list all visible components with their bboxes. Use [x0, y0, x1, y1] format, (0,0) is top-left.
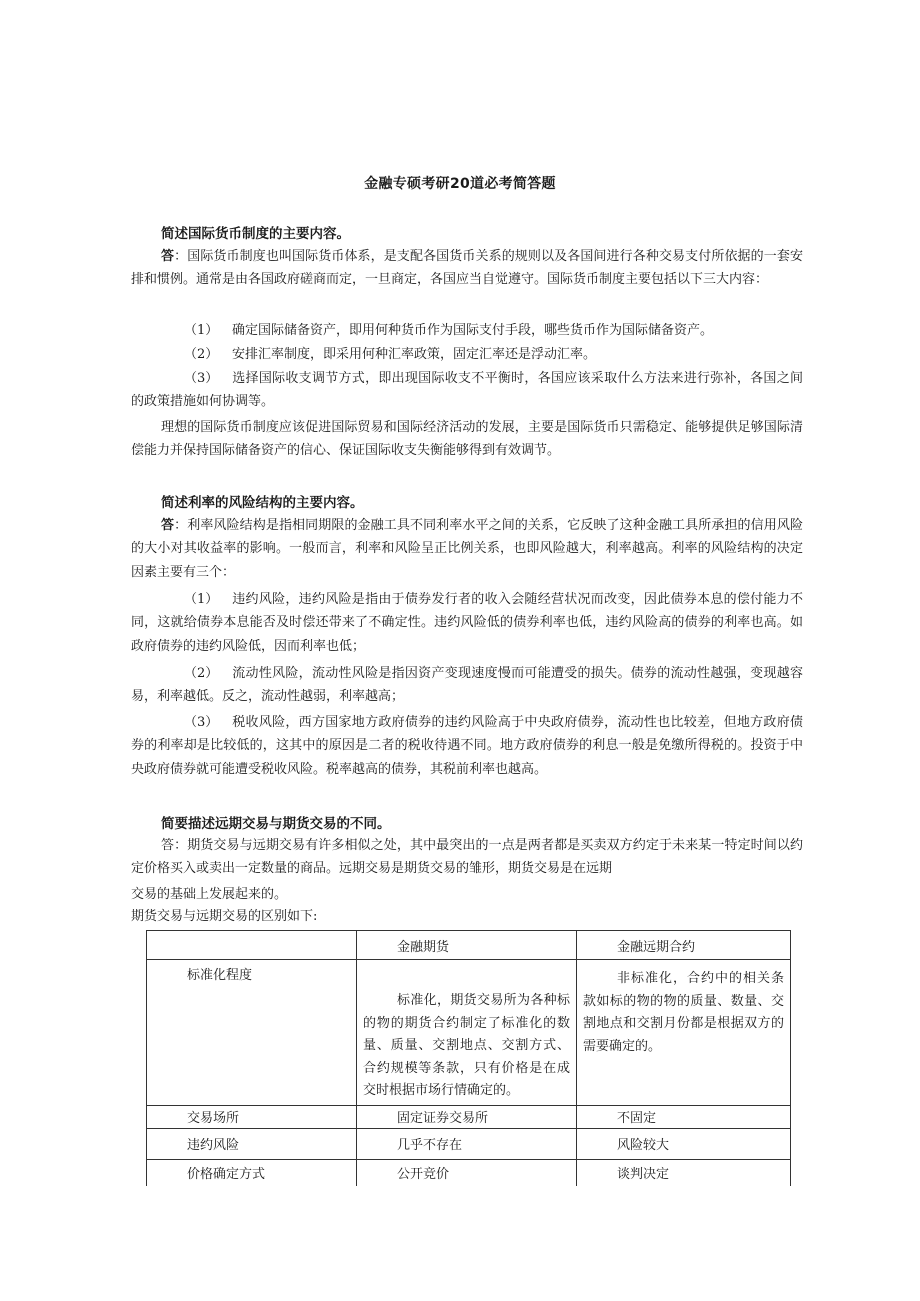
table-cell-text: 非标准化，合约中的相关条款如标的物的物的质量、数量、交割地点和交割月份都是根据双方的需要确定的。 [583, 971, 784, 1054]
q1-answer-text: ：国际货币制度也叫国际货币体系，是支配各国货币关系的规则以及各国间进行各种交易支付所依据的一套安排和惯例。通常是由各国政府磋商而定，一旦商定，各国应当自觉遵守。国际货币制度主要包括以下三大内容： [131, 249, 803, 288]
q2-item-2-num: （2） [184, 666, 219, 681]
table-cell: 交易场所 [147, 1105, 357, 1128]
table-cell: 几乎不存在 [357, 1128, 577, 1159]
q2-answer-label: 答 [161, 518, 175, 533]
table-header-cell [147, 931, 357, 960]
q2-item-2 [131, 662, 803, 709]
table-row [147, 1159, 791, 1186]
table-cell: 标准化程度 [147, 960, 357, 1106]
q3-answer: 答：期货交易与远期交易有许多相似之处，其中最突出的一点是两者都是买卖双方约定于未来某一特定时间以约定价格买入或卖出一定数量的商品。远期交易是期货交易的雏形，期货交易是在远期 [131, 838, 803, 877]
q2-answer-text: ：利率风险结构是指相同期限的金融工具不同利率水平之间的关系，它反映了这种金融工具所承担的信用风险的大小对其收益率的影响。一般而言，利率和风险呈正比例关系，也即风险越大，利率越高。利率的风险结构的决定因素主要有三个： [131, 518, 803, 580]
table-cell: 风险较大 [577, 1128, 791, 1159]
q1-answer [131, 245, 803, 292]
q1-answer-label: 答 [161, 249, 175, 264]
table-cell: 公开竞价 [357, 1159, 577, 1186]
table-row [147, 1128, 791, 1159]
q1-closing: 理想的国际货币制度应该促进国际贸易和国际经济活动的发展，主要是国际货币只需稳定、能够提供足够国际清偿能力并保持国际储备资产的信心、保证国际收支失衡能够得到有效调节。 [131, 420, 803, 459]
table-header-cell: 金融远期合约 [577, 931, 791, 960]
q1-item-1-num: （1） [184, 323, 219, 338]
comparison-table [146, 930, 791, 1186]
q1-item-1-text: 确定国际储备资产，即用何种货币作为国际支付手段，哪些货币作为国际储备资产。 [232, 323, 714, 338]
table-row [147, 960, 791, 1106]
table-cell [577, 960, 791, 1106]
q2-item-3-num: （3） [184, 715, 219, 730]
q1-item-3 [131, 367, 803, 414]
q1-item-2-num: （2） [184, 347, 219, 362]
q2-item-3-text: 税收风险，西方国家地方政府债券的违约风险高于中央政府债券，流动性也比较差，但地方政府债券的利率却是比较低的，这其中的原因是二者的税收待遇不同。地方政府债券的利息一般是免缴所得税的。投资于中央政府债券就可能遭受税收风险。税率越高的债券，其税前利率也越高。 [131, 715, 803, 777]
table-row [147, 1105, 791, 1128]
q2-item-1-text: 违约风险，违约风险是指由于债券发行者的收入会随经营状况而改变，因此债券本息的偿付能力不同，这就给债券本息能否及时偿还带来了不确定性。违约风险低的债券利率也低，违约风险高的债券的利率也高。如政府债券的违约风险低，因而利率也低； [131, 592, 803, 654]
q2-item-2-text: 流动性风险，流动性风险是指因资产变现速度慢而可能遭受的损失。债券的流动性越强，变现越容易，利率越低。反之，流动性越弱，利率越高； [131, 666, 803, 705]
q3-answer-cont: 交易的基础上发展起来的。 [131, 887, 288, 902]
table-header-cell: 金融期货 [357, 931, 577, 960]
table-cell: 违约风险 [147, 1128, 357, 1159]
table-cell: 固定证券交易所 [357, 1105, 577, 1128]
table-cell: 谈判决定 [577, 1159, 791, 1186]
q1-item-2 [131, 343, 803, 366]
q1-item-3-text: 选择国际收支调节方式，即出现国际收支不平衡时，各国应该采取什么方法来进行弥补，各国之间的政策措施如何协调等。 [131, 371, 803, 410]
q1-item-2-text: 安排汇率制度，即采用何种汇率政策，固定汇率还是浮动汇率。 [232, 347, 597, 362]
table-header-row [147, 931, 791, 960]
q2-heading: 简述利率的风险结构的主要内容。 [161, 495, 364, 511]
q2-item-1 [131, 588, 803, 658]
q2-answer [131, 514, 803, 584]
q2-item-3 [131, 711, 803, 781]
q2-item-1-num: （1） [184, 592, 219, 607]
table-cell [357, 960, 577, 1106]
table-cell: 价格确定方式 [147, 1159, 357, 1186]
q3-heading: 简要描述远期交易与期货交易的不同。 [161, 816, 391, 832]
q1-item-3-num: （3） [184, 371, 219, 386]
document-title: 金融专硕考研20道必考简答题 [364, 176, 556, 192]
table-cell: 不固定 [577, 1105, 791, 1128]
table-cell-text: 标准化，期货交易所为各种标的物的期货合约制定了标准化的数量、质量、交割地点、交割方式、合约规模等条款，只有价格是在成交时根据市场行情确定的。 [363, 993, 570, 1099]
q1-heading: 简述国际货币制度的主要内容。 [161, 226, 350, 242]
q3-table-intro: 期货交易与远期交易的区别如下: [131, 909, 318, 924]
q1-item-1 [131, 319, 803, 342]
